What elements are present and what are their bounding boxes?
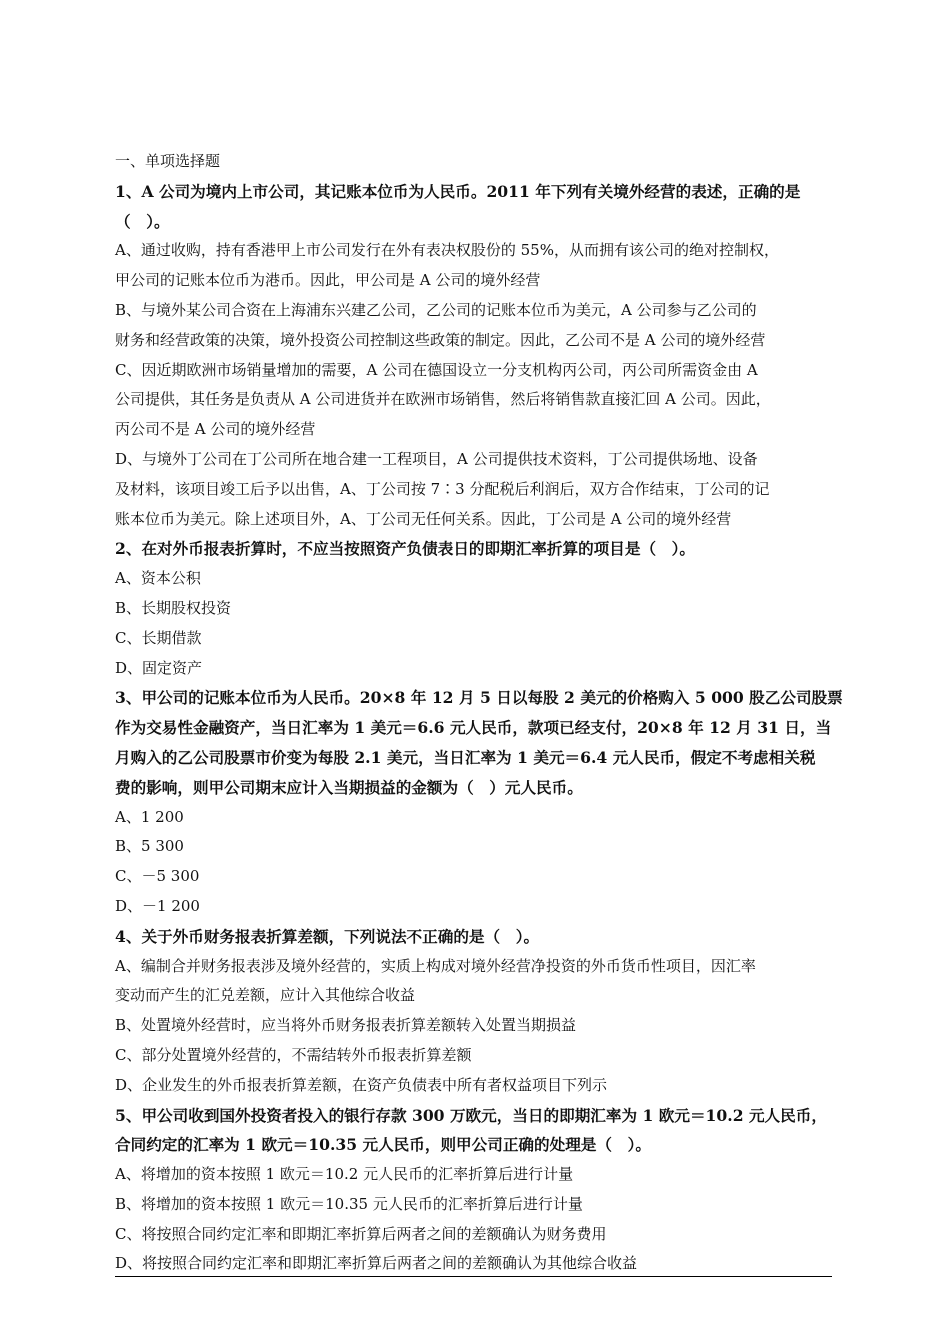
option-line: 丙公司不是 A 公司的境外经营: [115, 420, 316, 439]
question-stem-line: 月购入的乙公司股票市价变为每股 2.1 美元，当日汇率为 1 美元＝6.4 元人民币，假定不考虑相关税: [115, 747, 816, 767]
option-line: 公司提供，其任务是负责从 A 公司进货并在欧洲市场销售，然后将销售款直接汇回 A 公司。因此，: [115, 390, 771, 409]
option-line: B、将增加的资本按照 1 欧元＝10.35 元人民币的汇率折算后进行计量: [115, 1194, 583, 1213]
question-stem-line: 作为交易性金融资产，当日汇率为 1 美元＝6.6 元人民币，款项已经支付，20×8 年 12 月 31 日，当: [115, 718, 832, 738]
option-line: C、长期借款: [115, 628, 202, 647]
option-line: A、编制合并财务报表涉及境外经营的，实质上构成对境外经营净投资的外币货币性项目，因汇率: [115, 956, 756, 975]
option-line: 账本位币为美元。除上述项目外，A、丁公司无任何关系。因此，丁公司是 A 公司的境外经营: [115, 509, 732, 528]
option-line: C、将按照合同约定汇率和即期汇率折算后两者之间的差额确认为财务费用: [115, 1224, 607, 1243]
option-line: 及材料，该项目竣工后予以出售，A、丁公司按 7∶3 分配税后利润后，双方合作结束，丁公司的记: [115, 479, 770, 498]
option-line: B、长期股权投资: [115, 598, 232, 617]
question-stem-line: 4、关于外币财务报表折算差额，下列说法不正确的是（ ）。: [115, 926, 540, 946]
question-stem-line: 3、甲公司的记账本位币为人民币。20×8 年 12 月 5 日以每股 2 美元的价格购入 5 000 股乙公司股票: [115, 688, 843, 708]
option-line: D、与境外丁公司在丁公司所在地合建一工程项目，A 公司提供技术资料，丁公司提供场地、设备: [115, 449, 758, 468]
question-3: [115, 683, 843, 921]
question-stem-line: 1、A 公司为境内上市公司，其记账本位币为人民币。2011 年下列有关境外经营的表述，正确的是: [115, 181, 801, 201]
document-body: [115, 147, 843, 1279]
option-line: D、将按照合同约定汇率和即期汇率折算后两者之间的差额确认为其他综合收益: [115, 1254, 638, 1273]
option-line: 财务和经营政策的决策，境外投资公司控制这些政策的制定。因此，乙公司不是 A 公司的境外经营: [115, 330, 766, 349]
option-line: C、－5 300: [115, 867, 200, 886]
option-line: D、企业发生的外币报表折算差额，在资产负债表中所有者权益项目下列示: [115, 1075, 608, 1094]
option-line: C、部分处置境外经营的，不需结转外币报表折算差额: [115, 1045, 472, 1064]
question-stem-line: 5、甲公司收到国外投资者投入的银行存款 300 万欧元，当日的即期汇率为 1 欧元＝10.2 元人民币，: [115, 1105, 827, 1125]
question-2: [115, 534, 837, 683]
question-1: [115, 177, 837, 535]
question-5: [115, 1101, 837, 1280]
footer-divider: [115, 1276, 832, 1277]
section-title: 一、单项选择题: [115, 152, 221, 170]
option-line: D、－1 200: [115, 896, 200, 915]
option-line: A、1 200: [115, 807, 184, 826]
option-line: D、固定资产: [115, 658, 203, 677]
option-line: B、处置境外经营时，应当将外币财务报表折算差额转入处置当期损益: [115, 1016, 577, 1035]
question-stem-line: （ ）。: [115, 211, 170, 231]
option-line: C、因近期欧洲市场销量增加的需要，A 公司在德国设立一分支机构丙公司，丙公司所需资金由 A: [115, 360, 758, 379]
question-stem-line: 2、在对外币报表折算时，不应当按照资产负债表日的即期汇率折算的项目是（ ）。: [115, 539, 696, 559]
option-line: 甲公司的记账本位币为港币。因此，甲公司是 A 公司的境外经营: [115, 271, 541, 290]
question-stem-line: 合同约定的汇率为 1 欧元＝10.35 元人民币，则甲公司正确的处理是（ ）。: [115, 1135, 651, 1155]
question-4: [115, 922, 837, 1101]
option-line: 变动而产生的汇兑差额，应计入其他综合收益: [115, 986, 416, 1005]
option-line: A、资本公积: [115, 569, 201, 588]
option-line: A、将增加的资本按照 1 欧元＝10.2 元人民币的汇率折算后进行计量: [115, 1165, 574, 1184]
option-line: B、5 300: [115, 837, 184, 856]
question-stem-line: 费的影响，则甲公司期末应计入当期损益的金额为（ ）元人民币。: [115, 777, 583, 797]
option-line: B、与境外某公司合资在上海浦东兴建乙公司，乙公司的记账本位币为美元，A 公司参与乙公司的: [115, 300, 757, 319]
option-line: A、通过收购，持有香港甲上市公司发行在外有表决权股份的 55%，从而拥有该公司的绝对控制权，: [115, 241, 779, 260]
